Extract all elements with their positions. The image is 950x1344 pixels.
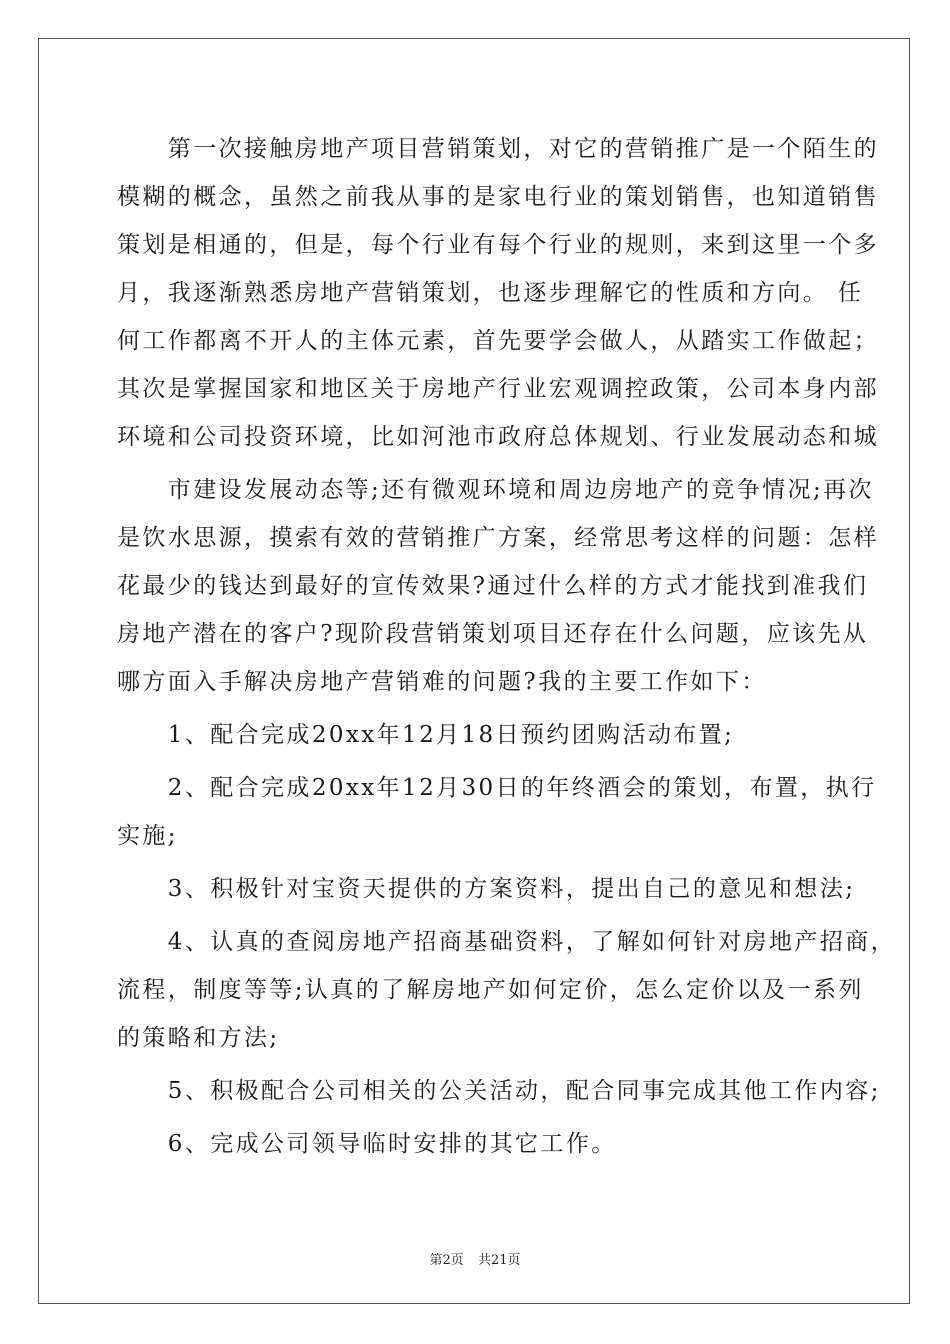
body-text-line: 房地产潜在的客户?现阶段营销策划项目还存在什么问题，应该先从 xyxy=(117,621,869,647)
list-item: 2、配合完成20xx年12月30日的年终酒会的策划，布置，执行 xyxy=(117,775,877,801)
body-text-line: 环境和公司投资环境，比如河池市政府总体规划、行业发展动态和城 xyxy=(117,424,879,450)
body-text-line: 策划是相通的，但是，每个行业有每个行业的规则，来到这里一个多 xyxy=(117,232,879,258)
page-total: 共21页 xyxy=(477,1253,521,1268)
list-item-continued: 实施; xyxy=(117,823,178,849)
body-text-line: 哪方面入手解决房地产营销难的问题?我的主要工作如下： xyxy=(117,669,767,695)
body-text-line: 是饮水思源，摸索有效的营销推广方案，经常思考这样的问题：怎样 xyxy=(117,525,879,551)
list-item: 6、完成公司领导临时安排的其它工作。 xyxy=(117,1131,617,1157)
list-item: 3、积极针对宝资天提供的方案资料，提出自己的意见和想法; xyxy=(117,876,856,902)
list-item: 4、认真的查阅房地产招商基础资料，了解如何针对房地产招商， xyxy=(117,929,897,955)
body-text-line: 市建设发展动态等;还有微观环境和周边房地产的竞争情况;再次 xyxy=(117,477,874,503)
body-text-line: 花最少的钱达到最好的宣传效果?通过什么样的方式才能找到准我们 xyxy=(117,573,869,599)
list-item-continued: 流程，制度等等;认真的了解房地产如何定价，怎么定价以及一系列 xyxy=(117,977,864,1003)
list-item-continued: 的策略和方法; xyxy=(117,1025,280,1051)
body-text-line: 第一次接触房地产项目营销策划，对它的营销推广是一个陌生的 xyxy=(117,136,879,162)
list-item: 5、积极配合公司相关的公关活动，配合同事完成其他工作内容; xyxy=(117,1078,881,1104)
list-item: 1、配合完成20xx年12月18日预约团购活动布置; xyxy=(117,722,735,748)
body-text-line: 何工作都离不开人的主体元素，首先要学会做人，从踏实工作做起； xyxy=(117,328,879,354)
page-footer xyxy=(0,1249,950,1268)
body-text-line: 模糊的概念，虽然之前我从事的是家电行业的策划销售，也知道销售 xyxy=(117,184,879,210)
page-number: 第2页 xyxy=(429,1253,464,1268)
body-text-line: 月，我逐渐熟悉房地产营销策划，也逐步理解它的性质和方向。 任 xyxy=(117,280,864,306)
body-text-line: 其次是掌握国家和地区关于房地产行业宏观调控政策，公司本身内部 xyxy=(117,376,879,402)
